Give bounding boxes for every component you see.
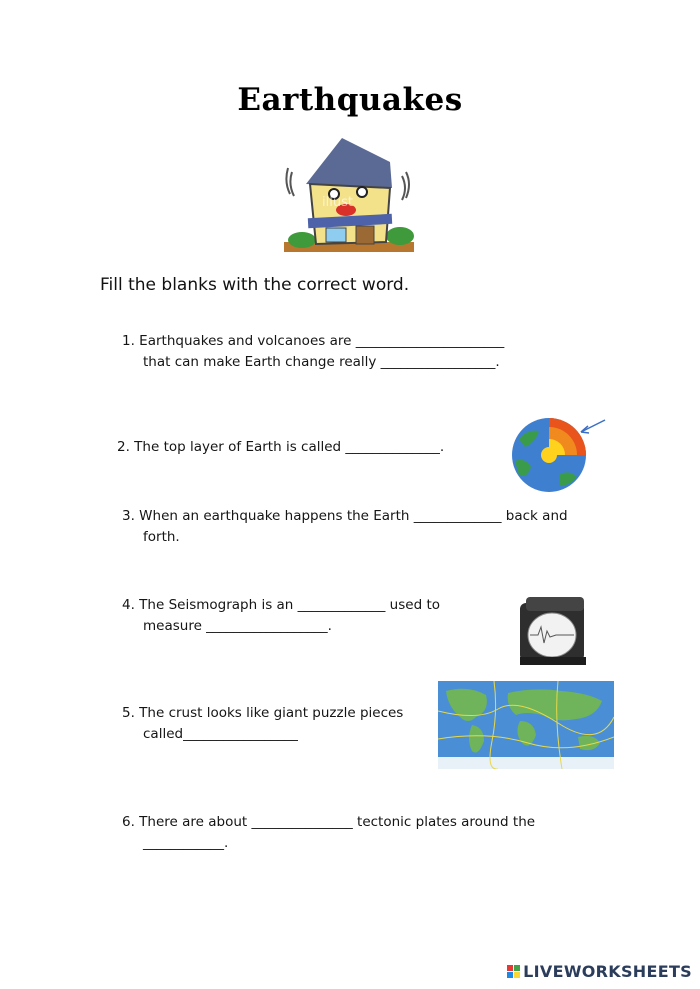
question-6-line-2: ____________. [143,835,229,851]
world-plates-map-icon [438,681,614,769]
illustration-watermark: illust [322,195,353,210]
question-4-line-1: 4. The Seismograph is an _____________ used to [122,597,440,613]
question-3-line-1: 3. When an earthquake happens the Earth _____________ back and [122,508,568,524]
question-2-line-1: 2. The top layer of Earth is called ______________. [117,439,445,455]
instruction-text: Fill the blanks with the correct word. [100,275,410,295]
question-6-line-1: 6. There are about _______________ tectonic plates around the [122,814,536,830]
question-6 [122,812,535,854]
question-5 [122,703,403,745]
seismograph-icon [516,595,590,667]
question-5-line-1: 5. The crust looks like giant puzzle pieces [122,705,404,721]
question-3-line-2: forth. [143,529,180,545]
brand-name: LIVEWORKSHEETS [523,962,692,981]
question-1-line-2: that can make Earth change really _________________. [143,354,500,370]
question-4 [122,595,440,637]
liveworksheets-logo-icon [507,965,520,978]
question-1-line-1: 1. Earthquakes and volcanoes are ______________________ [122,333,505,349]
question-4-line-2: measure __________________. [143,618,332,634]
earth-layers-icon [505,417,609,495]
question-2 [117,437,444,458]
question-3 [122,506,568,548]
question-5-line-2: called_________________ [143,726,298,742]
liveworksheets-brand [507,962,692,981]
worksheet-title: Earthquakes [237,82,463,118]
shaking-house-icon [282,132,416,260]
question-1 [122,331,504,373]
